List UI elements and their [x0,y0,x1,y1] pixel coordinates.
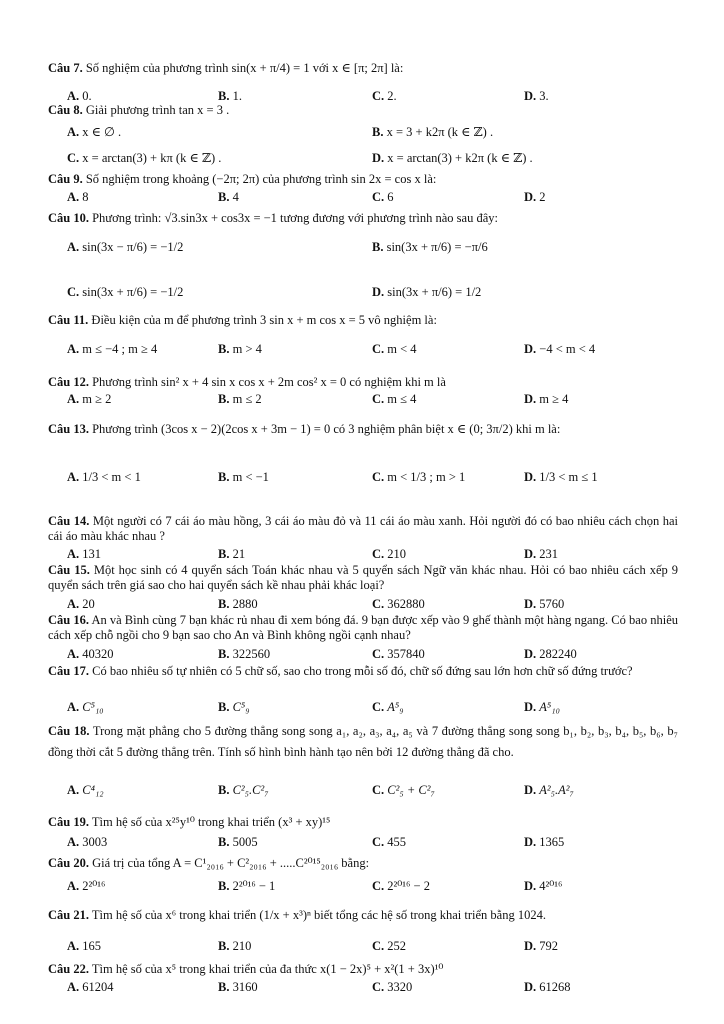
option-c: C. 6 [372,190,394,204]
question-22: Câu 22. Tìm hệ số của x⁵ trong khai triển của đa thức x(1 − 2x)⁵ + x²(1 + 3x)¹⁰ [48,962,444,976]
option-a: A. 165 [67,939,102,953]
option-a: A. 61204 [67,980,114,994]
question-text: Số nghiệm của phương trình sin(x + π/4) = 1 với x ∈ [π; 2π] là: [85,61,404,75]
option-b: B. 1. [218,89,242,103]
option-d: D. m ≥ 4 [524,392,569,406]
option-d: D. 282240 [524,647,577,661]
option-c: C. x = arctan(3) + kπ (k ∈ ℤ) . [67,151,222,165]
question-label: Câu 7. [48,61,83,75]
option-d: D. A²₅.A²₇ [524,783,574,797]
option-c: C. 210 [372,547,407,561]
question-10: Câu 10. Phương trình: √3.sin3x + cos3x = −1 tương đương với phương trình nào sau đây: [48,211,498,225]
option-d: D. 2 [524,190,546,204]
option-a: A. 2²⁰¹⁶ [67,879,106,893]
option-a: A. m ≤ −4 ; m ≥ 4 [67,342,158,356]
option-c: C. 455 [372,835,407,849]
option-b: B. 4 [218,190,239,204]
option-b: B. x = 3 + k2π (k ∈ ℤ) . [372,125,494,139]
question-20: Câu 20. Giá trị của tổng A = C¹₂₀₁₆ + C²₂₀₁₆ + .....C²⁰¹⁵₂₀₁₆ bằng: [48,856,370,870]
option-d: D. sin(3x + π/6) = 1/2 [372,285,482,299]
question-7 [48,60,403,76]
question-19: Câu 19. Tìm hệ số của x²⁵y¹⁰ trong khai triển (x³ + xy)¹⁵ [48,815,331,829]
question-11: Câu 11. Điều kiện của m để phương trình 3 sin x + m cos x = 5 vô nghiệm là: [48,313,437,327]
option-b: B. m < −1 [218,470,269,484]
option-b: B. 2²⁰¹⁶ − 1 [218,879,276,893]
question-9: Câu 9. Số nghiệm trong khoảng (−2π; 2π) của phương trình sin 2x = cos x là: [48,172,437,186]
option-c: C. C²₅ + C²₇ [372,783,435,797]
option-b: B. m ≤ 2 [218,392,262,406]
option-a: A. 20 [67,597,95,611]
option-b: B. 322560 [218,647,271,661]
option-a: A. 1/3 < m < 1 [67,470,141,484]
option-d: D. 792 [524,939,559,953]
option-b: B. 210 [218,939,252,953]
question-21: Câu 21. Tìm hệ số của x⁶ trong khai triển (1/x + x³)ⁿ biết tổng các hệ số trong khai triển bằng 1024. [48,908,546,922]
option-c: C. 3320 [372,980,413,994]
option-c: C. 357840 [372,647,425,661]
option-a: A. 3003 [67,835,108,849]
option-d: D. 61268 [524,980,571,994]
question-18: Câu 18. Trong mặt phẳng cho 5 đường thẳng song song a₁, a₂, a₃, a₄, a₅ và 7 đường thẳng song song b₁, b₂, b₃, b₄, b₅, b₆, b₇ đồng thời cắt 5 đường thẳng trên. Tính số hình bình hành tạo nên bởi 12 đường thẳng đã cho. [48,724,679,759]
option-d: D. 3. [524,89,549,103]
option-d: D. 1/3 < m ≤ 1 [524,470,598,484]
option-d: D. −4 < m < 4 [524,342,596,356]
option-a: A. m ≥ 2 [67,392,112,406]
option-c: C. 2. [372,89,397,103]
option-a: A. 131 [67,547,102,561]
option-a: A. C⁴₁₂ [67,783,104,797]
option-b: B. 2880 [218,597,258,611]
option-d: D. 1365 [524,835,565,849]
option-d: D. 4²⁰¹⁶ [524,879,563,893]
question-14: Câu 14. Một người có 7 cái áo màu hồng, 3 cái áo màu đỏ và 11 cái áo màu xanh. Hỏi người đó có bao nhiêu cách chọn hai cái áo màu khác nhau ? [48,514,679,543]
option-d: D. 5760 [524,597,565,611]
option-b: B. C²₅.C²₇ [218,783,269,797]
option-a: A. sin(3x − π/6) = −1/2 [67,240,184,254]
option-d: D. x = arctan(3) + k2π (k ∈ ℤ) . [372,151,533,165]
option-c: C. 362880 [372,597,425,611]
option-c: C. m < 1/3 ; m > 1 [372,470,466,484]
option-d: D. A⁵₁₀ [524,700,560,714]
option-b: B. 3160 [218,980,258,994]
question-13: Câu 13. Phương trình (3cos x − 2)(2cos x + 3m − 1) = 0 có 3 nghiệm phân biệt x ∈ (0; 3π/2) khi m là: [48,422,561,436]
option-c: C. m < 4 [372,342,417,356]
option-b: B. sin(3x + π/6) = −π/6 [372,240,488,254]
option-a: A. C⁵₁₀ [67,700,104,714]
option-d: D. 231 [524,547,559,561]
option-b: B. 21 [218,547,246,561]
question-17: Câu 17. Có bao nhiêu số tự nhiên có 5 chữ số, sao cho trong mỗi số đó, chữ số đứng sau lớn hơn chữ số đứng trước? [48,664,633,678]
question-16: Câu 16. An và Bình cùng 7 bạn khác rủ nhau đi xem bóng đá. 9 bạn được xếp vào 9 ghế thành một hàng ngang. Có bao nhiêu cách xếp chỗ ngồi cho 9 bạn sao cho An và Bình không ngồi cạnh nhau? [48,613,678,642]
option-b: B. m > 4 [218,342,262,356]
option-a: A. 8 [67,190,89,204]
option-c: C. sin(3x + π/6) = −1/2 [67,285,184,299]
question-15: Câu 15. Một học sinh có 4 quyển sách Toán khác nhau và 5 quyển sách Ngữ văn khác nhau. Hỏi có bao nhiêu cách xếp 9 quyển sách trên giá sao cho hai quyển sách kề nhau phải khác loại? [48,563,679,592]
option-b: B. 5005 [218,835,258,849]
option-a: A. x ∈ ∅ . [67,125,122,139]
option-a: A. 0. [67,89,92,103]
option-c: C. 252 [372,939,407,953]
question-8: Câu 8. Giải phương trình tan x = 3 . [48,103,230,117]
option-b: B. C⁵₉ [218,700,250,714]
option-c: C. 2²⁰¹⁶ − 2 [372,879,430,893]
option-c: C. A⁵₉ [372,700,404,714]
question-12: Câu 12. Phương trình sin² x + 4 sin x cos x + 2m cos² x = 0 có nghiệm khi m là [48,375,446,389]
option-a: A. 40320 [67,647,114,661]
option-c: C. m ≤ 4 [372,392,417,406]
